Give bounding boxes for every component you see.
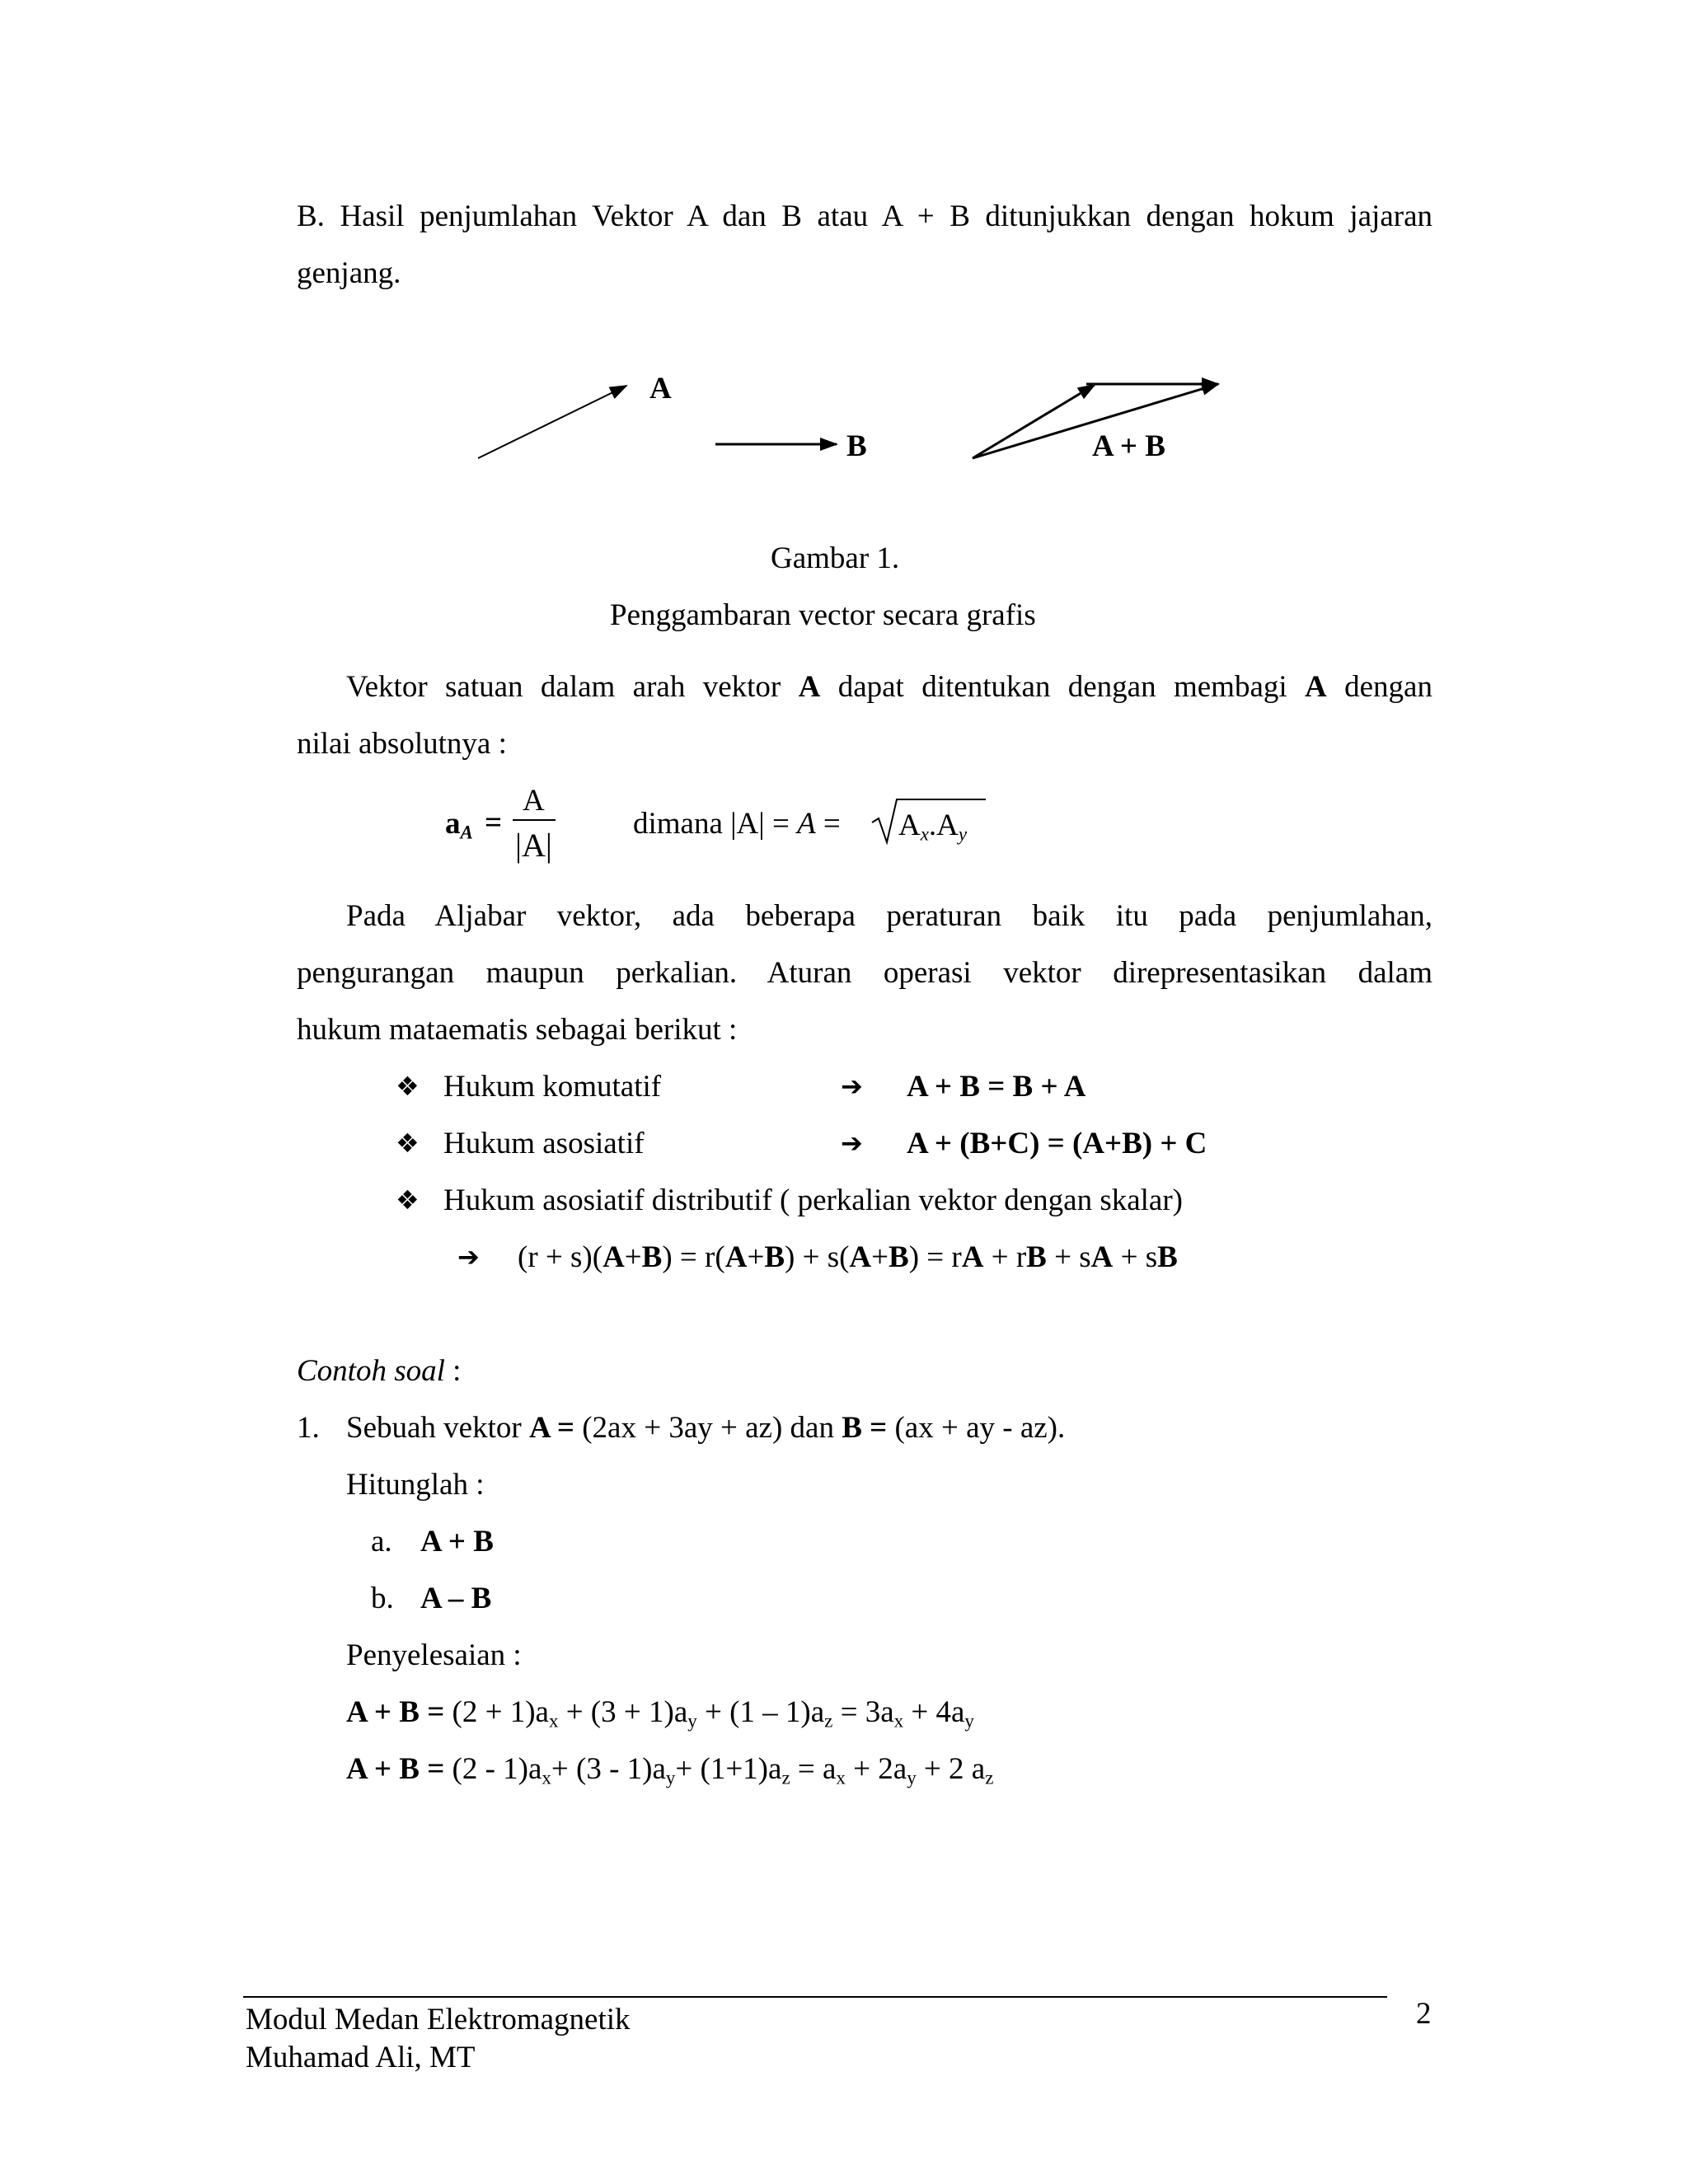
label-a: A (649, 372, 672, 405)
formula-where: dimana |A| = A = (633, 807, 841, 841)
figure-caption-text: Penggambaran vector secara grafis (610, 598, 1036, 632)
unit-vector-line-1: Vektor satuan dalam arah vektor A dapat ditentukan dengan membagi A dengan (346, 670, 1432, 704)
arrow-right-icon: ➔ (841, 1127, 863, 1159)
figure-caption-number: Gambar 1. (771, 541, 900, 575)
page-number: 2 (1416, 1997, 1432, 2031)
unit-vector-line-2: nilai absolutnya : (297, 727, 507, 761)
formula-denominator: |A| (515, 827, 552, 864)
example-ask: Hitunglah : (346, 1468, 485, 1502)
item-a-marker: a. (371, 1525, 392, 1558)
law-1-name: Hukum komutatif (443, 1070, 662, 1104)
solution-1: $A + B = (2 + 1)a_x + (3 + 1)a_y + (1 - 1)a_z = 3a_x + 4a_y$ (346, 1695, 974, 1732)
formula-numerator: A (523, 784, 545, 818)
law-2-name: Hukum asosiatif (443, 1127, 645, 1160)
solution-label: Penyelesaian : (346, 1638, 522, 1672)
intro-line-2: genjang. (297, 256, 401, 290)
law-2-formula: A + (B+C) = (A+B) + C (907, 1127, 1207, 1160)
sqrt-content: $A_x.A_y$ (898, 808, 968, 845)
law-1-formula: A + B = B + A (907, 1070, 1086, 1104)
formula-equals: = (485, 806, 503, 840)
label-b: B (846, 429, 867, 463)
intro-line-1: B. Hasil penjumlahan Vektor A dan B atau A + B ditunjukkan dengan hokum jajaran (297, 199, 1432, 233)
algebra-line-1: Pada Aljabar vektor, ada beberapa peraturan baik itu pada penjumlahan, (346, 899, 1432, 933)
law-3-name: Hukum asosiatif distributif ( perkalian vektor dengan skalar) (443, 1183, 1183, 1217)
bullet-diamond-icon: ❖ (396, 1071, 420, 1102)
example-number: 1. (297, 1411, 320, 1445)
item-a-text: A + B (420, 1525, 494, 1558)
bullet-diamond-icon: ❖ (396, 1127, 420, 1159)
algebra-line-3: hukum mataematis sebagai berikut : (297, 1013, 738, 1047)
item-b-marker: b. (371, 1582, 394, 1615)
item-b-text: A – B (420, 1582, 492, 1615)
label-a-plus-b: A + B (1092, 429, 1165, 463)
footer-title: Modul Medan Elektromagnetik (246, 2003, 631, 2036)
algebra-line-2: pengurangan maupun perkalian. Aturan operasi vektor direpresentasikan dalam (297, 956, 1432, 990)
law-3-formula: (r + s)(A+B) = r(A+B) + s(A+B) = rA + rB + sA + sB (518, 1240, 1178, 1274)
bullet-diamond-icon: ❖ (396, 1184, 420, 1216)
formula-lhs: $a_A$ (445, 807, 473, 843)
footer-author: Muhamad Ali, MT (246, 2041, 476, 2074)
example-heading: Contoh soal : (297, 1354, 462, 1388)
arrow-right-icon: ➔ (841, 1071, 863, 1102)
arrow-right-icon: ➔ (457, 1241, 480, 1272)
example-problem: Sebuah vektor A = (2ax + 3ay + az) dan B = (ax + ay - az). (346, 1411, 1066, 1445)
solution-2: $A + B = (2 - 1)a_x+ (3 - 1)a_y+ (1+1)a_z = a_x + 2a_y + 2$ $a_z$ (346, 1752, 994, 1788)
